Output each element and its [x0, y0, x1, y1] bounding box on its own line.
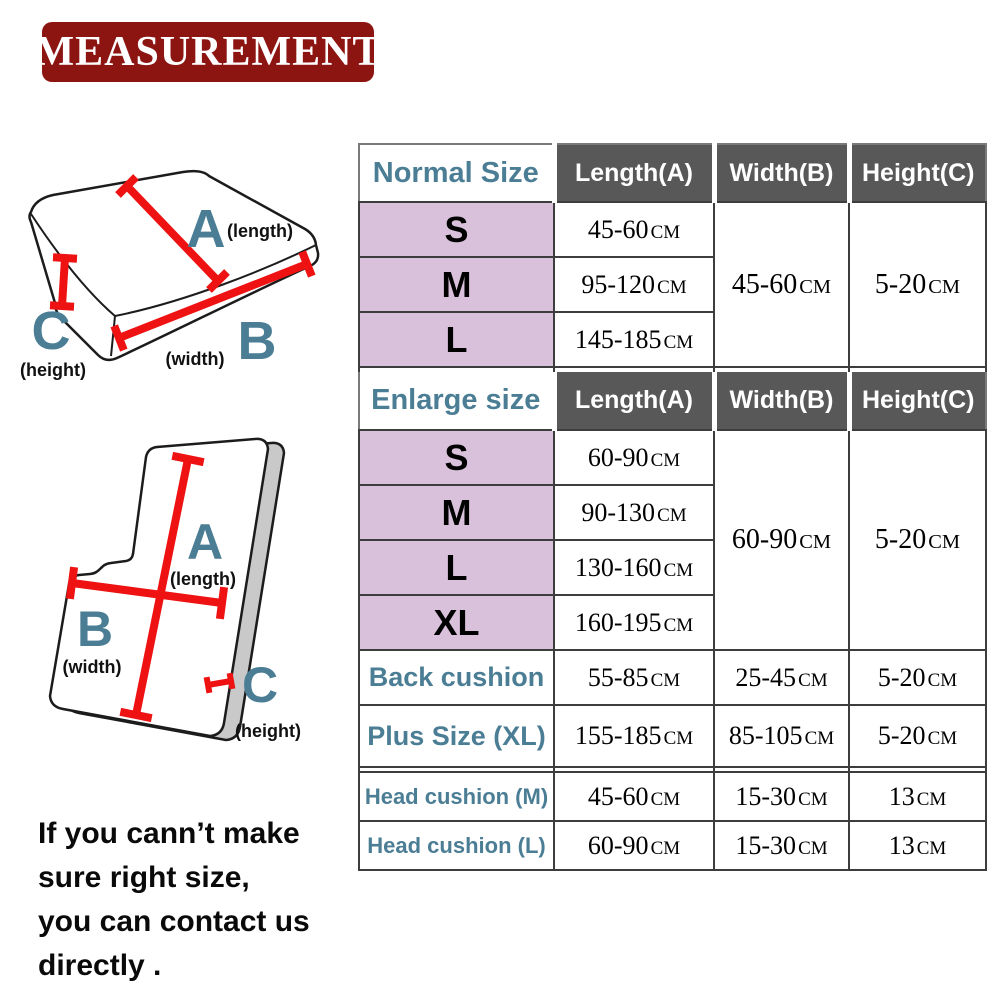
section-title-normal: Normal Size	[359, 144, 554, 202]
unit-text: CM	[663, 559, 694, 581]
table-row	[359, 705, 986, 767]
unit-text: CM	[927, 728, 958, 749]
value-text: 155-185	[574, 721, 662, 750]
length-cell	[554, 312, 714, 367]
seat-cushion-diagram	[15, 150, 350, 395]
size-table	[358, 143, 987, 871]
value-text: 160-195	[574, 607, 662, 637]
label-a-caption: (length)	[227, 221, 293, 241]
length-cell	[554, 595, 714, 650]
length-cell	[554, 772, 714, 821]
height-cell	[849, 705, 986, 767]
value-text: 60-90	[587, 830, 649, 860]
value-text: 90-130	[581, 497, 656, 527]
size-cell: L	[359, 540, 554, 595]
unit-text: CM	[916, 788, 947, 810]
height-cell	[849, 650, 986, 705]
column-header-length: Length(A)	[554, 372, 714, 430]
width-cell	[714, 705, 849, 767]
column-header-width: Width(B)	[714, 144, 849, 202]
height-cell	[849, 821, 986, 870]
length-cell	[554, 202, 714, 257]
length-cell	[554, 540, 714, 595]
column-header-width: Width(B)	[714, 372, 849, 430]
unit-text: CM	[798, 669, 828, 691]
label-b-caption: (width)	[62, 657, 122, 677]
back-cushion-diagram	[30, 425, 350, 770]
value-text: 45-60	[587, 214, 649, 244]
label-c: C	[31, 301, 71, 361]
label-b: B	[76, 601, 114, 657]
value-text: 95-120	[581, 269, 656, 299]
size-cell: L	[359, 312, 554, 367]
value-text: 5-20	[874, 268, 927, 300]
value-text: 60-90	[731, 524, 798, 555]
table-row	[359, 772, 986, 821]
value-text: 55-85	[587, 662, 649, 692]
length-cell	[554, 821, 714, 870]
label-b: B	[237, 311, 277, 371]
value-text: 5-20	[877, 662, 926, 692]
length-cell	[554, 650, 714, 705]
table-row	[359, 202, 986, 257]
unit-text: CM	[650, 788, 681, 810]
width-cell	[714, 821, 849, 870]
unit-text: CM	[928, 531, 961, 553]
table-row	[359, 650, 986, 705]
width-merged-cell	[714, 202, 849, 367]
value-text: 5-20	[877, 721, 926, 750]
row-label: Back cushion	[359, 650, 554, 705]
size-cell: XL	[359, 595, 554, 650]
row-label: Plus Size (XL)	[359, 705, 554, 767]
unit-text: CM	[799, 531, 832, 553]
normal-size-header-row	[359, 144, 986, 202]
label-b-caption: (width)	[165, 349, 225, 369]
width-merged-cell	[714, 430, 849, 650]
length-cell	[554, 705, 714, 767]
unit-text: CM	[663, 614, 694, 636]
value-text: 25-45	[735, 662, 797, 692]
width-cell	[714, 772, 849, 821]
note-line: sure right size,	[38, 861, 250, 894]
column-header-height: Height(C)	[849, 372, 986, 430]
size-table-grid	[358, 143, 987, 871]
length-cell	[554, 430, 714, 485]
unit-text: CM	[663, 728, 694, 749]
enlarge-size-header-row	[359, 372, 986, 430]
note-line: you can contact us	[38, 905, 310, 938]
size-cell: M	[359, 257, 554, 312]
height-cell	[849, 772, 986, 821]
unit-text: CM	[916, 837, 947, 859]
width-cell	[714, 650, 849, 705]
height-merged-cell	[849, 202, 986, 367]
value-text: 60-90	[587, 442, 649, 472]
unit-text: CM	[650, 837, 681, 859]
size-cell: S	[359, 202, 554, 257]
height-merged-cell	[849, 430, 986, 650]
unit-text: CM	[927, 669, 958, 691]
note-line: If you cann’t make	[38, 817, 300, 850]
value-text: 145-185	[574, 324, 662, 354]
size-cell: M	[359, 485, 554, 540]
unit-text: CM	[928, 275, 961, 298]
value-text: 15-30	[735, 830, 797, 860]
unit-text: CM	[804, 728, 835, 749]
length-cell	[554, 257, 714, 312]
value-text: 85-105	[728, 721, 803, 750]
unit-text: CM	[650, 449, 681, 471]
value-text: 45-60	[587, 781, 649, 811]
length-cell	[554, 485, 714, 540]
label-c-caption: (height)	[20, 360, 86, 380]
value-text: 5-20	[874, 524, 927, 555]
measurement-banner	[34, 22, 382, 82]
value-text: 130-160	[574, 552, 662, 582]
value-text: 45-60	[731, 268, 798, 300]
unit-text: CM	[657, 504, 687, 526]
table-row	[359, 430, 986, 485]
value-text: 15-30	[735, 781, 797, 811]
label-c-caption: (height)	[235, 721, 301, 741]
unit-text: CM	[798, 837, 828, 859]
row-label: Head cushion (L)	[359, 821, 554, 870]
unit-text: CM	[657, 276, 687, 298]
column-header-height: Height(C)	[849, 144, 986, 202]
banner-title: MEASUREMENT	[34, 29, 382, 75]
note-line: directly .	[38, 949, 162, 982]
label-a: A	[186, 199, 226, 259]
value-text: 13	[888, 781, 915, 811]
value-text: 13	[888, 830, 915, 860]
section-title-enlarge: Enlarge size	[359, 372, 554, 430]
unit-text: CM	[798, 788, 828, 810]
unit-text: CM	[650, 669, 681, 691]
contact-note	[38, 812, 310, 988]
label-a-caption: (length)	[170, 569, 236, 589]
table-row	[359, 821, 986, 870]
row-label: Head cushion (M)	[359, 772, 554, 821]
unit-text: CM	[650, 221, 681, 243]
unit-text: CM	[799, 275, 832, 298]
unit-text: CM	[663, 331, 694, 353]
label-c: C	[241, 657, 279, 713]
label-a: A	[186, 514, 224, 570]
size-cell: S	[359, 430, 554, 485]
column-header-length: Length(A)	[554, 144, 714, 202]
